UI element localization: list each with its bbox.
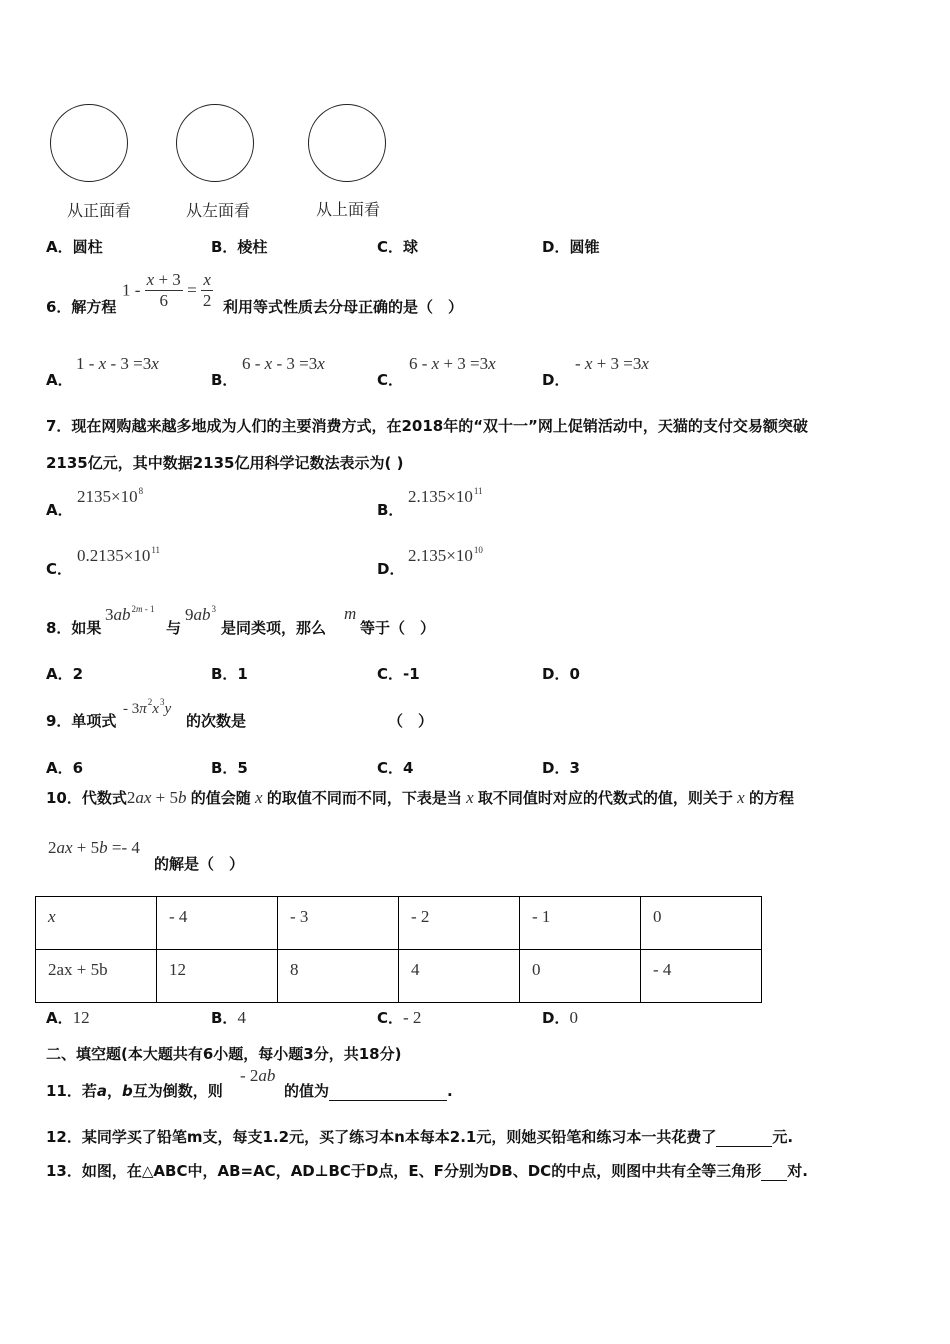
table-cell: - 2	[399, 897, 520, 950]
q7-option-d-label: D．	[377, 560, 405, 578]
q5-option-d: D．圆锥	[542, 238, 600, 256]
q7-option-c-label: C．	[46, 560, 73, 578]
q10-option-b: B．4	[211, 1008, 246, 1027]
q6-option-d-math: - x + 3 =3x	[575, 354, 649, 373]
q7-option-c-math: $0.2135\times 10^{11}$	[77, 545, 161, 565]
q6-option-a-label: A．	[46, 371, 73, 389]
q7-option-d-math: $2.135\times 10^{10}$	[408, 545, 483, 565]
q5-option-c: C．球	[377, 238, 419, 256]
q10-suffix: 的解是（ ）	[154, 855, 245, 873]
table-cell: - 3	[278, 897, 399, 950]
q13-line: 13．如图，在△ABC中，AB=AC，AD⊥BC于D点，E、F分别为DB、DC的中点，则图中共有全等三角形 对.	[46, 1162, 808, 1180]
left-view-circle	[176, 104, 254, 182]
q6-option-c-math: 6 - x + 3 =3x	[409, 354, 496, 373]
front-view-circle	[50, 104, 128, 182]
q8-variable-m: m	[344, 604, 357, 623]
q9-option-a: A．6	[46, 759, 84, 777]
top-view-circle	[308, 104, 386, 182]
q9-suffix: 的次数是	[186, 712, 247, 730]
table-cell: 8	[278, 950, 399, 1003]
table-cell: 4	[399, 950, 520, 1003]
q6-option-b-math: 6 - x - 3 =3x	[242, 354, 325, 373]
q13-answer-blank[interactable]	[761, 1162, 787, 1181]
q10-value-table	[35, 896, 762, 1003]
q9-option-d: D．3	[542, 759, 580, 777]
q8-option-d: D．0	[542, 665, 580, 683]
q6-equation: 1 - $\frac{x + 3}{6}$ = $\frac{x}{2}$	[122, 270, 212, 310]
table-row	[36, 950, 762, 1003]
q12-answer-blank[interactable]	[716, 1128, 772, 1147]
q5-option-a: A．圆柱	[46, 238, 103, 256]
left-view-caption: 从左面看	[186, 201, 251, 220]
table-cell: 12	[157, 950, 278, 1003]
q10-option-a: A．12	[46, 1008, 90, 1027]
q10-equation: 2ax + 5b =- 4	[48, 838, 140, 857]
q10-line1: 10．代数式2ax + 5b 的值会随 x 的取值不同而不同，下表是当 x 取不同值时对应的代数式的值，则关于 x 的方程	[46, 788, 794, 807]
q6-suffix: 利用等式性质去分母正确的是（ ）	[223, 298, 464, 316]
q8-suffix: 等于（ ）	[360, 619, 436, 637]
table-cell: 2ax + 5b	[36, 950, 157, 1003]
q8-prefix: 8．如果	[46, 619, 102, 637]
table-cell: - 1	[520, 897, 641, 950]
q7-option-a-label: A．	[46, 501, 73, 519]
q8-mid: 与	[166, 619, 182, 637]
q6-prefix: 6．解方程	[46, 298, 117, 316]
q8-option-c: C．-1	[377, 665, 420, 683]
q8-option-b: B．1	[211, 665, 248, 683]
q9-prefix: 9．单项式	[46, 712, 117, 730]
q11-answer-blank[interactable]	[329, 1082, 447, 1101]
section-2-heading: 二、填空题(本大题共有6小题，每小题3分，共18分)	[46, 1045, 402, 1063]
q11-line: 11．若a，b互为倒数，则	[46, 1082, 223, 1100]
q6-option-c-label: C．	[377, 371, 404, 389]
q7-option-b-label: B．	[377, 501, 404, 519]
q8-term-1: $3ab^{2m - 1}$	[105, 604, 155, 624]
table-cell: - 4	[641, 950, 762, 1003]
q9-monomial: - $3\pi^2x^3y$	[123, 697, 172, 717]
q9-paren: （ ）	[388, 712, 434, 730]
table-cell: 0	[641, 897, 762, 950]
table-cell: x	[36, 897, 157, 950]
q7-option-b-math: $2.135\times 10^{11}$	[408, 486, 483, 506]
q7-line2: 2135亿元，其中数据2135亿用科学记数法表示为( )	[46, 454, 404, 472]
q10-option-d: D．0	[542, 1008, 578, 1027]
q7-option-a-math: $2135\times 10^8$	[77, 486, 144, 506]
table-row	[36, 897, 762, 950]
q8-option-a: A．2	[46, 665, 84, 683]
q7-line1: 7．现在网购越来越多地成为人们的主要消费方式，在2018年的“双十一”网上促销活动中，天猫的支付交易额突破	[46, 417, 808, 435]
q9-option-c: C．4	[377, 759, 414, 777]
q10-option-c: C．- 2	[377, 1008, 422, 1027]
top-view-caption: 从上面看	[316, 200, 381, 219]
q11-expression: - 2ab	[240, 1066, 276, 1085]
q9-option-b: B．5	[211, 759, 248, 777]
q8-mid2: 是同类项，那么	[221, 619, 327, 637]
q6-option-d-label: D．	[542, 371, 570, 389]
q6-option-a-math: 1 - x - 3 =3x	[76, 354, 159, 373]
table-cell: 0	[520, 950, 641, 1003]
table-cell: - 4	[157, 897, 278, 950]
front-view-caption: 从正面看	[67, 201, 132, 220]
q8-term-2: $9ab^3$	[185, 604, 216, 624]
q6-option-b-label: B．	[211, 371, 238, 389]
q11-suffix: 的值为 .	[284, 1082, 453, 1100]
q5-option-b: B．棱柱	[211, 238, 268, 256]
q12-line: 12．某同学买了铅笔m支，每支1.2元，买了练习本n本每本2.1元，则她买铅笔和练习本一共花费了 元.	[46, 1128, 794, 1146]
